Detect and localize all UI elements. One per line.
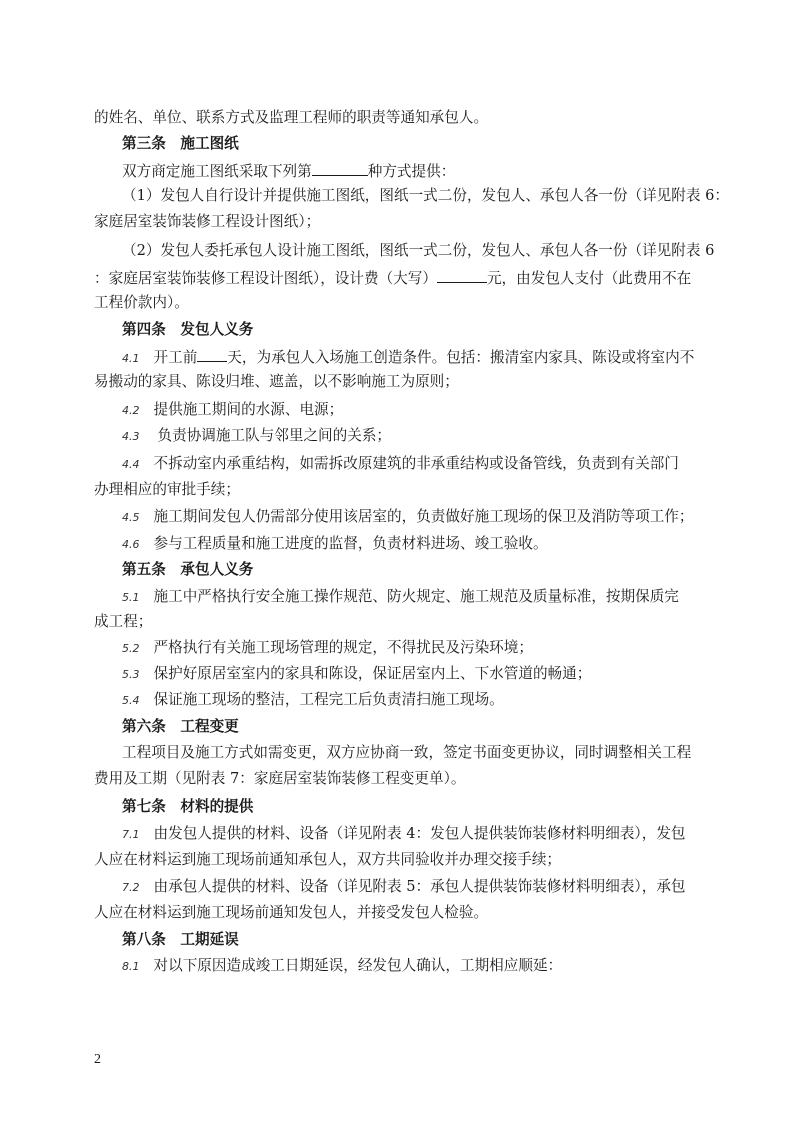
paragraph-line bbox=[122, 454, 679, 475]
clause-number: 4.2 bbox=[122, 404, 140, 417]
text-span: 保证施工现场的整洁，工程完工后负责清扫施工现场。 bbox=[153, 691, 504, 708]
text-span: 提供施工期间的水源、电源； bbox=[153, 401, 344, 418]
section-heading-3: 第三条 施工图纸 bbox=[122, 135, 239, 152]
paragraph-line bbox=[122, 956, 562, 977]
text-span: 开工前 bbox=[153, 349, 198, 366]
text-span: 施工中严格执行安全施工操作规范、防火规定、施工规范及质量标准，按期保质完 bbox=[153, 588, 679, 605]
text-span: 双方商定施工图纸采取下列第 bbox=[122, 163, 312, 180]
paragraph-line: 费用及工期（见附表 7：家庭居室装饰装修工程变更单）。 bbox=[94, 770, 466, 787]
paragraph-line bbox=[122, 664, 591, 685]
clause-number: 5.2 bbox=[122, 642, 140, 655]
text-span: 种方式提供： bbox=[367, 163, 456, 180]
text-span: 对以下原因造成竣工日期延误，经发包人确认，工期相应顺延： bbox=[153, 957, 563, 974]
clause-number: 4.4 bbox=[122, 458, 140, 471]
paragraph-line bbox=[122, 824, 686, 845]
clause-number: 4.6 bbox=[122, 538, 140, 551]
paragraph-line: 人应在材料运到施工现场前通知承包人，双方共同验收并办理交接手续； bbox=[94, 851, 562, 868]
text-span: 由发包人提供的材料、设备（详见附表 4：发包人提供装饰装修材料明细表），发包 bbox=[153, 825, 686, 842]
text-span: 不拆动室内承重结构，如需拆改原建筑的非承重结构或设备管线，负责到有关部门 bbox=[153, 455, 679, 472]
clause-number: 7.2 bbox=[122, 881, 140, 894]
paragraph-line: 工程项目及施工方式如需变更，双方应协商一致，签定书面变更协议，同时调整相关工程 bbox=[122, 744, 692, 761]
paragraph-line bbox=[122, 507, 693, 528]
blank-field bbox=[437, 267, 487, 283]
text-span: 保护好原居室室内的家具和陈设，保证居室内上、下水管道的畅通； bbox=[153, 665, 592, 682]
blank-field bbox=[197, 346, 227, 362]
clause-number: 4.3 bbox=[122, 430, 140, 443]
text-span: 负责协调施工队与邻里之间的关系； bbox=[157, 427, 392, 444]
text-span: 元，由发包人支付（此费用不在 bbox=[486, 270, 692, 287]
paragraph-line bbox=[122, 877, 686, 898]
clause-number: 7.1 bbox=[122, 828, 140, 841]
section-heading-6: 第六条 工程变更 bbox=[122, 718, 239, 735]
paragraph-line bbox=[122, 160, 455, 182]
clause-number: 4.5 bbox=[122, 511, 140, 524]
paragraph-line: 易搬动的家具、陈设归堆、遮盖，以不影响施工为原则； bbox=[94, 373, 459, 390]
paragraph-line: 家庭居室装饰装修工程设计图纸）； bbox=[94, 213, 321, 230]
paragraph-line bbox=[122, 534, 548, 555]
paragraph-line: 工程价款内）。 bbox=[94, 294, 189, 311]
section-heading-8: 第八条 工期延误 bbox=[122, 931, 239, 948]
text-span: 严格执行有关施工现场管理的规定，不得扰民及污染环境； bbox=[153, 639, 533, 656]
clause-number: 4.1 bbox=[122, 352, 140, 365]
paragraph-line: （2）发包人委托承包人设计施工图纸，图纸一式二份，发包人、承包人各一份（详见附表 6 bbox=[122, 242, 715, 259]
section-heading-4: 第四条 发包人义务 bbox=[122, 321, 254, 338]
paragraph-line bbox=[122, 426, 391, 447]
paragraph-line bbox=[94, 267, 691, 289]
clause-number: 5.3 bbox=[122, 668, 140, 681]
paragraph-line: 人应在材料运到施工现场前通知发包人，并接受发包人检验。 bbox=[94, 904, 489, 921]
paragraph-line bbox=[122, 400, 343, 421]
paragraph-line bbox=[122, 638, 533, 659]
clause-number: 5.1 bbox=[122, 591, 140, 604]
text-span: 天，为承包人入场施工创造条件。包括：搬清室内家具、陈设或将室内不 bbox=[227, 349, 695, 366]
text-span: 施工期间发包人仍需部分使用该居室的，负责做好施工现场的保卫及消防等项工作； bbox=[153, 508, 694, 525]
text-span: 参与工程质量和施工进度的监督，负责材料进场、竣工验收。 bbox=[153, 535, 548, 552]
text-span: ：家庭居室装饰装修工程设计图纸），设计费（大写） bbox=[94, 270, 437, 287]
paragraph-line: 成工程； bbox=[94, 613, 153, 630]
clause-number: 5.4 bbox=[122, 694, 140, 707]
text-span: 由承包人提供的材料、设备（详见附表 5：承包人提供装饰装修材料明细表），承包 bbox=[153, 878, 686, 895]
paragraph-line: 办理相应的审批手续； bbox=[94, 481, 240, 498]
paragraph-line bbox=[122, 690, 504, 711]
section-heading-7: 第七条 材料的提供 bbox=[122, 798, 254, 815]
clause-number: 8.1 bbox=[122, 960, 140, 973]
paragraph-line bbox=[122, 587, 679, 608]
section-heading-5: 第五条 承包人义务 bbox=[122, 561, 254, 578]
blank-field bbox=[312, 160, 368, 176]
paragraph-line: 的姓名、单位、联系方式及监理工程师的职责等通知承包人。 bbox=[94, 109, 489, 126]
paragraph-line: （1）发包人自行设计并提供施工图纸，图纸一式二份，发包人、承包人各一份（详见附表 6： bbox=[122, 187, 729, 204]
paragraph-line bbox=[122, 346, 694, 369]
page-number: 2 bbox=[94, 1052, 101, 1067]
